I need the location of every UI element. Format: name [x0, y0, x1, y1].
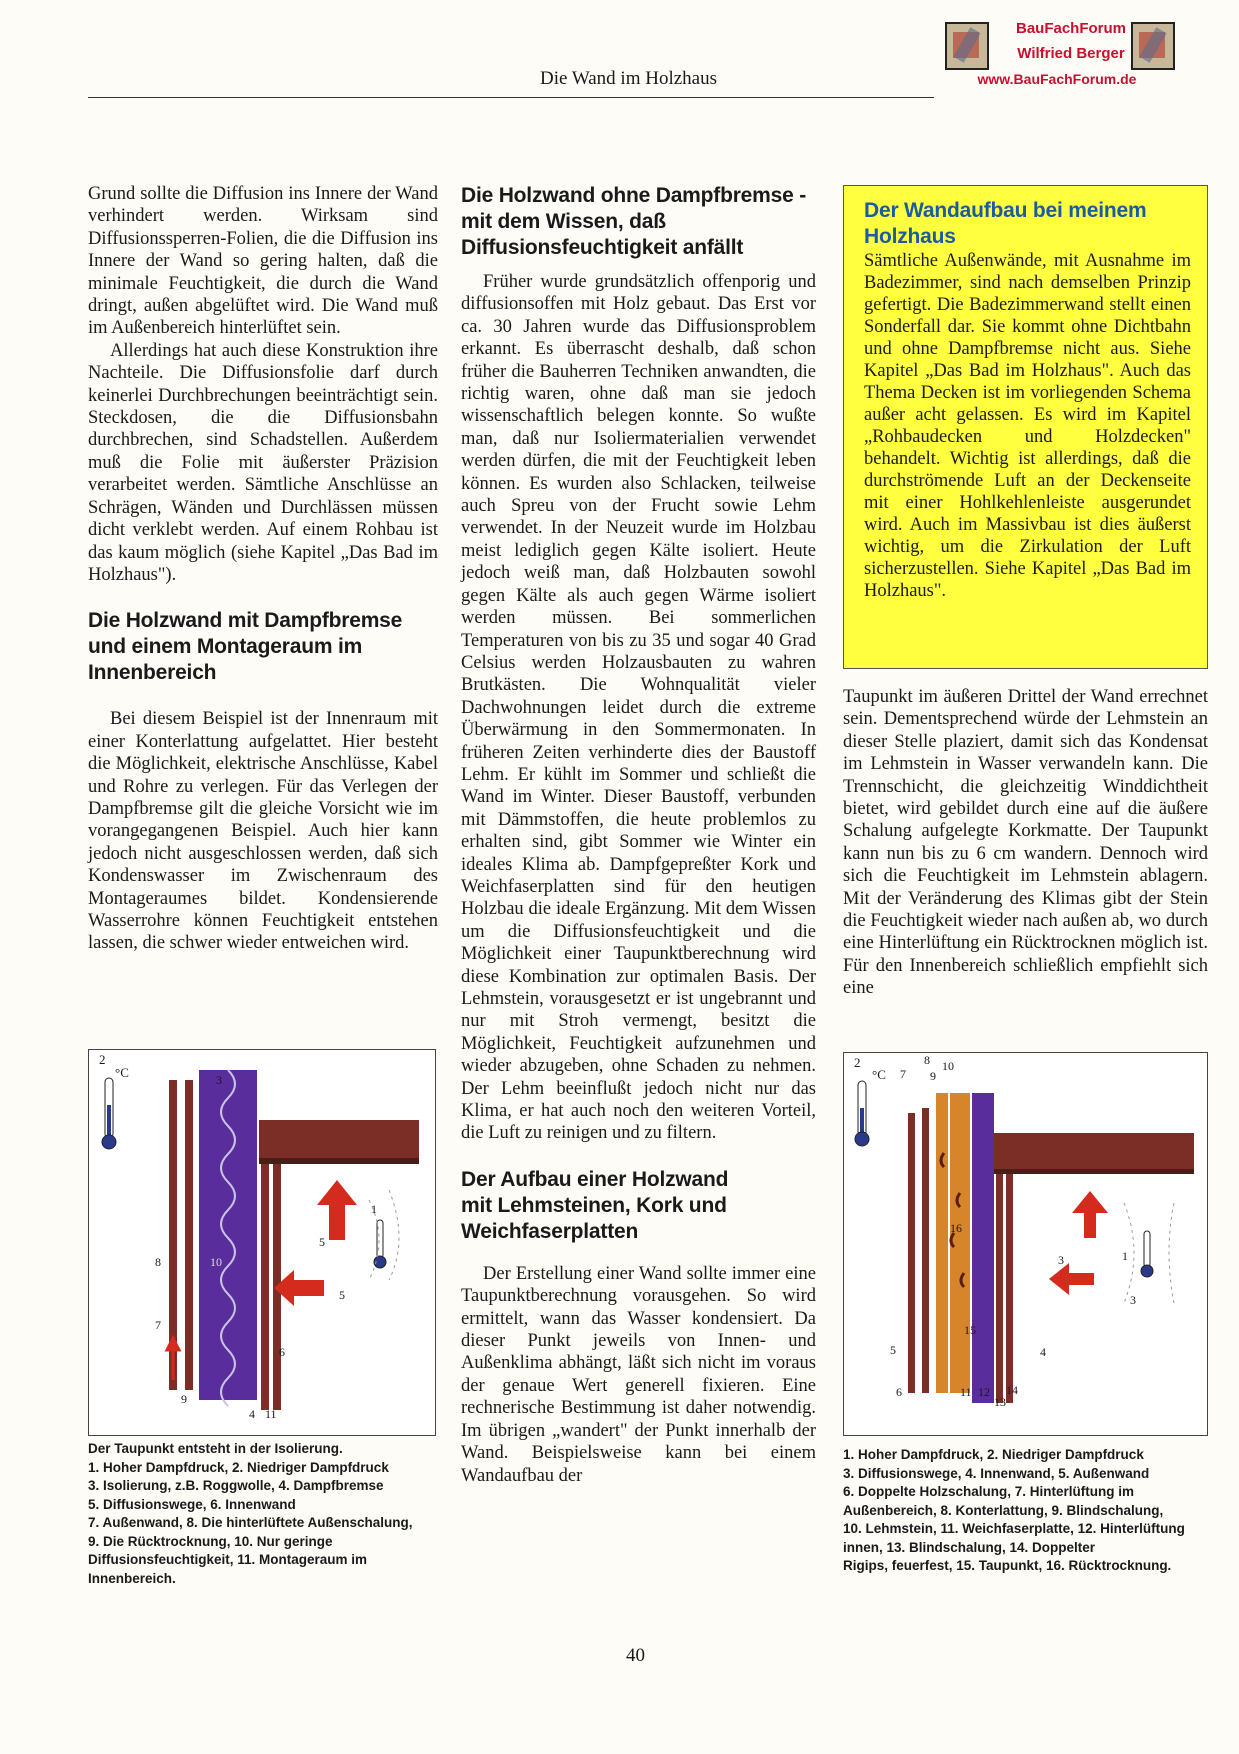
section-heading: Der Aufbau einer Holzwand mit Lehmsteinen, Kork und Weichfaserplatten [461, 1167, 729, 1243]
figure-label: 5 [890, 1343, 896, 1357]
figure-label: 6 [279, 1345, 285, 1359]
caption-line: 3. Diffusionswege, 4. Innenwand, 5. Außenwand [843, 1465, 1150, 1481]
figure-1 [88, 1049, 436, 1436]
figure-label: 1 [371, 1202, 377, 1216]
figure-label: 10 [942, 1059, 954, 1073]
figure-label: 15 [964, 1323, 976, 1337]
caption-line: Außenbereich, 8. Konterlattung, 9. Blindschalung, [843, 1502, 1164, 1518]
figure-2 [843, 1052, 1208, 1436]
figure-label: 16 [950, 1221, 962, 1235]
logo [945, 16, 1198, 94]
caption-line: 1. Hoher Dampfdruck, 2. Niedriger Dampfdruck [88, 1459, 389, 1475]
logo-line1: BauFachForum [1015, 20, 1126, 37]
paragraph: Taupunkt im äußeren Drittel der Wand errechnet sein. Dementsprechend würde der Lehmstein an dieser Stelle plaziert, damit sich das Kondensat im Lehmstein in Wasser verwandeln kann. Die Trennschicht, die gleichzeitig Winddichtheit bietet, wird gebildet durch eine auf die äußere Schalung aufgelegte Korkmatte. Der Taupunkt kann nun bis zu 6 cm wandern. Dennoch wird sich die Feuchtigkeit im Lehmstein ablagern. Mit der Veränderung des Klimas gibt der Stein die Feuchtigkeit wieder nach außen ab, wo durch eine Hinterlüftung ein Rücktrocknen möglich ist. Für den Innenbereich schließlich empfiehlt sich eine [843, 687, 1208, 999]
logo-right-icon [1131, 22, 1175, 70]
figure-label: 3 [1130, 1293, 1136, 1307]
caption-line: 10. Lehmstein, 11. Weichfaserplatte, 12. Hinterlüftung innen, 13. Blindschalung, 14. Doppelter [843, 1521, 1185, 1555]
figure-label: 8 [155, 1255, 161, 1269]
section-heading: Die Holzwand mit Dampfbremse und einem Montageraum im Innenbereich [88, 609, 403, 685]
figure-label: 9 [930, 1069, 936, 1083]
figure-label: 9 [181, 1392, 187, 1406]
figure-label: 3 [1058, 1253, 1064, 1267]
figure-label: 12 [978, 1385, 990, 1399]
section-heading: Die Holzwand ohne Dampfbremse - mit dem Wissen, daß Diffusionsfeuchtigkeit anfällt [461, 184, 807, 259]
paragraph: Grund sollte die Diffusion ins Innere der Wand verhindert werden. Wirksam sind Diffusionssperren-Folien, die die Diffusion ins Innere der Wand so gering halten, daß die minimale Feuchtigkeit, die durch die Wand dringt, außen abgelüftet wird. Die Wand muß im Außenbereich hinterlüftet sein. [88, 184, 438, 339]
figure-label: 10 [210, 1255, 222, 1269]
caption-line: 7. Außenwand, 8. Die hinterlüftete Außenschalung, [88, 1515, 413, 1530]
column-2 [461, 183, 816, 1487]
figure-label: 3 [216, 1073, 222, 1087]
figure-1-caption [88, 1440, 438, 1588]
figure-label: 8 [924, 1053, 930, 1067]
caption-line: Der Taupunkt entsteht in der Isolierung. [88, 1441, 343, 1456]
paragraph: Bei diesem Beispiel ist der Innenraum mit einer Konterlattung aufgelattet. Hier besteht die Möglichkeit, elektrische Anschlüsse, Kabel und Rohre zu verlegen. Für das Verlegen der Dampfbremse gilt die gleiche Vorsicht wie im vorangegangenen Beispiel. Auch hier kann jedoch nicht ausgeschlossen werden, daß sich Kondenswasser im Zwischenraum des Montageraumes bildet. Kondensierende Wasserrohre können Feuchtigkeit entstehen lassen, die schwer wieder entweichen wird. [88, 709, 438, 954]
figure-label: 1 [1122, 1249, 1128, 1263]
caption-line: 9. Die Rücktrocknung, 10. Nur geringe Diffusionsfeuchtigkeit, 11. Montageraum im Innenbereich. [88, 1533, 368, 1586]
wall-diagram-1 [89, 1050, 435, 1435]
figure-label: 5 [339, 1288, 345, 1302]
figure-label: 14 [1006, 1383, 1018, 1397]
figure-label: 2 [99, 1052, 106, 1067]
temperature-unit: °C [115, 1065, 129, 1080]
logo-url: www.BauFachForum.de [977, 71, 1137, 87]
paragraph: Früher wurde grundsätzlich offenporig und diffusionsoffen mit Holz gebaut. Das Erst vor ca. 30 Jahren wurde das Diffusionsproblem erkannt. Es überrascht deshalb, daß schon früher die Bauherren Techniken anwandten, die richtig waren, ohne daß man sie jedoch wissenschaftlich belegen konnte. So wußte man, daß nur Isoliermaterialien verwendet werden dürfen, die mit der Feuchtigkeit leben können. Es wurden also Schlacken, teilweise auch Spreu von der Frucht sowie Lehm verwendet. In der Neuzeit wurde im Holzbau meist lediglich gegen Kälte isoliert. Heute jedoch weiß man, daß Holzbauten sowohl gegen Kälte als auch gegen Wärme isoliert werden müssen. Bei sommerlichen Temperaturen von bis zu 35 und sogar 40 Grad Celsius werden Holzausbauten zu wahren Brutkästen. Die Wohnqualität vieler Dachwohnungen leidet durch die extreme Überwärmung in den Sommermonaten. In früheren Zeiten verhinderte dies der Baustoff Lehm. Er kühlt im Sommer und schließt die Wand im Winter. Dieser Baustoff, verbunden mit Dämmstoffen, die heute problemlos zu erhalten sind, gibt Sommer wie Winter ein ideales Klima ab. Dampfgepreßter Kork und Weichfaserplatten sind für den heutigen Holzbau die ideale Ergänzung. Mit dem Wissen um die Diffusionsfeuchtigkeit und die Möglichkeit einer Taupunktberechnung wird diese Kombination zur optimalen Basis. Der Lehmstein, vorausgesetzt er ist ungebrannt und nur mit Stroh vermengt, besitzt die Möglichkeit, Feuchtigkeit aufzunehmen und wieder abzugeben, ohne Schaden zu nehmen. Der Lehm beeinflußt jedoch nicht nur das Klima, er hat auch noch den weiteren Vorteil, die Luft zu reinigen und zu filtern. [461, 272, 816, 1144]
page-number: 40 [626, 1645, 645, 1666]
figure-label: 6 [896, 1385, 902, 1399]
wall-diagram-2 [844, 1053, 1207, 1435]
figure-2-caption [843, 1446, 1208, 1576]
column-3 [843, 686, 1208, 1000]
logo-line2: Wilfried Berger [1017, 45, 1125, 62]
caption-line: 5. Diffusionswege, 6. Innenwand [88, 1496, 296, 1512]
figure-label: 5 [319, 1235, 325, 1249]
info-box-heading: Der Wandaufbau bei meinem Holzhaus [864, 199, 1147, 248]
caption-line: 1. Hoher Dampfdruck, 2. Niedriger Dampfdruck [843, 1447, 1144, 1462]
info-box [843, 185, 1208, 669]
figure-label: 7 [900, 1067, 906, 1081]
figure-label: 4 [249, 1407, 255, 1421]
figure-label: 11 [265, 1407, 277, 1421]
caption-line: Rigips, feuerfest, 15. Taupunkt, 16. Rücktrocknung. [843, 1558, 1172, 1573]
figure-label: 11 [960, 1385, 972, 1399]
figure-label: 7 [155, 1318, 161, 1332]
figure-label: 13 [994, 1395, 1006, 1409]
temperature-unit: °C [872, 1067, 886, 1082]
caption-line: 3. Isolierung, z.B. Roggwolle, 4. Dampfbremse [88, 1478, 384, 1493]
paragraph: Allerdings hat auch diese Konstruktion ihre Nachteile. Die Diffusionsfolie darf durch keinerlei Durchbrechungen beeinträchtigt sein. Steckdosen, die die Diffusionsbahn durchbrechen, sind Schadstellen. Außerdem muß die Folie mit äußerster Präzision verarbeitet werden. Sämtliche Anschlüsse an Schrägen, Wänden und Durchlässen müssen dicht verklebt werden. Auf einem Rohbau ist das kaum möglich (siehe Kapitel „Das Bad im Holzhaus"). [88, 340, 438, 585]
figure-label: 2 [854, 1055, 861, 1070]
running-title: Die Wand im Holzhaus [540, 68, 718, 89]
caption-line: 6. Doppelte Holzschalung, 7. Hinterlüftung im [843, 1484, 1135, 1499]
figure-label: 4 [1040, 1345, 1046, 1359]
column-1 [88, 183, 438, 955]
header-rule [88, 97, 934, 98]
info-box-text: Sämtliche Außenwände, mit Ausnahme im Badezimmer, sind nach demselben Prinzip gefertigt. Die Badezimmerwand stellt einen Sonderfall dar. Sie kommt ohne Dichtbahn und ohne Dampfbremse nicht aus. Siehe Kapitel „Das Bad im Holzhaus". Auch das Thema Decken ist im vorliegenden Schema außer acht gelassen. Es wird im Kapitel „Rohbaudecken und Holzdecken" behandelt. Wichtig ist allerdings, daß die durchströmende Luft an der Deckenseite mit einer Hohlkehlenleiste ausgerundet wird. Auch im Massivbau ist dies äußerst wichtig, um die Zirkulation der Luft sicherzustellen. Siehe Kapitel „Das Bad im Holzhaus". [864, 251, 1191, 601]
logo-left-icon [945, 22, 989, 70]
paragraph: Der Erstellung einer Wand sollte immer eine Taupunktberechnung vorausgehen. So wird ermittelt, wann das Wasser kondensiert. Da dieser Punkt jeweils von Innen- und Außenklima abhängt, läßt sich nicht im voraus der genaue Wert generell fixieren. Eine rechnerische Bestimmung ist daher notwendig. Im übrigen „wandert" der Punkt innerhalb der Wand. Beispielsweise kann bei einem Wandaufbau der [461, 1263, 816, 1486]
